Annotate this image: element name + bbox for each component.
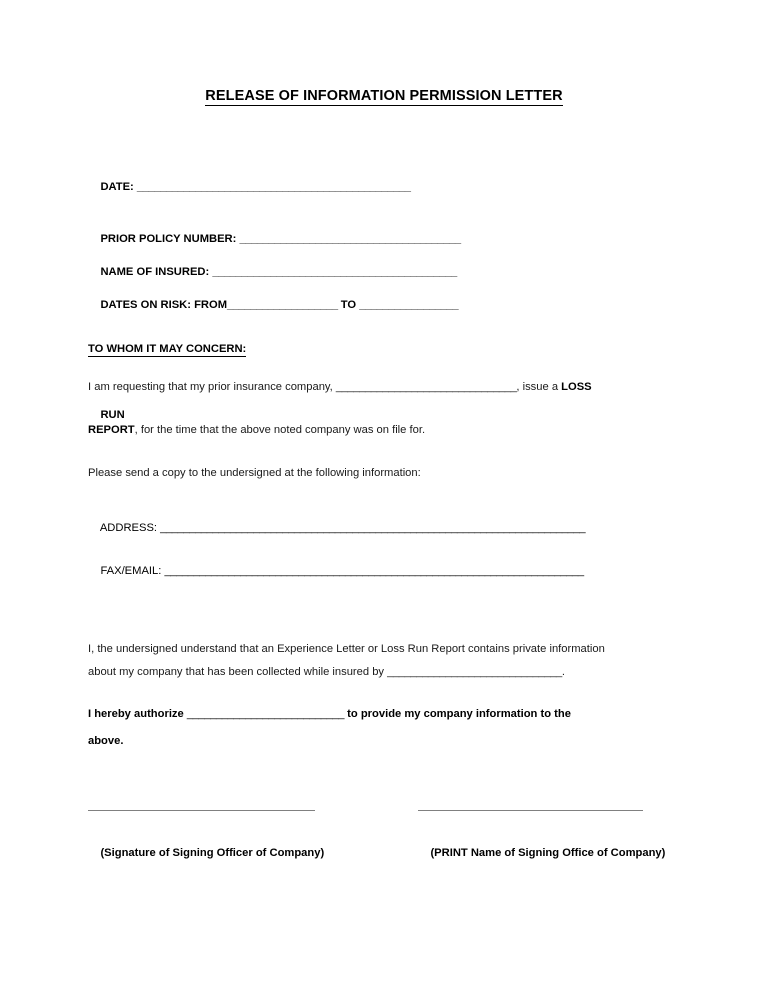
undersigned-insurer-blank[interactable]: ______________________________ — [387, 666, 562, 678]
field-dates-on-risk-label: DATES ON RISK: FROM — [100, 299, 228, 311]
field-prior-policy-number-label: PRIOR POLICY NUMBER: — [100, 233, 240, 245]
page-title — [0, 88, 768, 104]
request-text-mid: , issue a — [516, 381, 562, 393]
request-text-pre: I am requesting that my prior insurance company, — [88, 381, 336, 393]
signature-caption-right-text: (PRINT Name of Signing Office of Company) — [430, 847, 666, 859]
undersigned-line-2-post: . — [561, 666, 565, 678]
request-run-text: RUN — [100, 409, 125, 421]
field-dates-on-risk-separator: TO — [337, 299, 360, 311]
request-loss-bold: LOSS — [561, 381, 592, 393]
field-address-blank[interactable]: _________________________________________________________________________ — [160, 522, 586, 534]
authorize-blank[interactable]: ___________________________ — [186, 708, 345, 720]
field-address-label: ADDRESS: — [99, 522, 161, 534]
paragraph-undersigned-line-2 — [88, 659, 684, 685]
field-address — [88, 504, 585, 552]
section-heading-text: TO WHOM IT MAY CONCERN: — [88, 343, 247, 355]
field-fax-email-label: FAX/EMAIL: — [100, 565, 165, 577]
field-fax-email — [88, 547, 584, 595]
report-rest-text: , for the time that the above noted company was on file for. — [134, 424, 426, 436]
field-dates-on-risk — [88, 281, 458, 329]
field-prior-policy-number-blank[interactable]: ______________________________________ — [239, 233, 461, 245]
section-heading-to-whom-it-may-concern — [88, 343, 246, 355]
authorize-line-2: above. — [88, 735, 124, 747]
authorize-line-1-post: to provide my company information to the — [344, 708, 571, 720]
field-name-of-insured-blank[interactable]: __________________________________________ — [212, 266, 457, 278]
paragraph-request — [88, 374, 688, 400]
paragraph-authorize-line-2 — [88, 728, 684, 754]
paragraph-report — [88, 417, 688, 443]
paragraph-authorize — [88, 701, 684, 727]
send-copy-text: Please send a copy to the undersigned at the following information: — [88, 467, 421, 479]
signature-line-right[interactable] — [418, 810, 643, 811]
signature-caption-left-text: (Signature of Signing Officer of Company) — [100, 847, 325, 859]
field-dates-on-risk-to-blank[interactable]: _________________ — [359, 299, 459, 311]
signature-caption-left — [88, 835, 324, 871]
signature-caption-right — [418, 835, 665, 871]
authorize-line-1-pre: I hereby authorize — [88, 708, 187, 720]
report-bold-text: REPORT — [88, 424, 135, 436]
undersigned-line-1: I, the undersigned understand that an Experience Letter or Loss Run Report contains private information — [88, 643, 605, 655]
paragraph-send-copy — [88, 460, 688, 486]
field-dates-on-risk-from-blank[interactable]: ___________________ — [227, 299, 338, 311]
field-fax-email-blank[interactable]: ________________________________________________________________________ — [164, 565, 584, 577]
field-date — [88, 163, 411, 211]
signature-line-left[interactable] — [88, 810, 315, 811]
undersigned-line-2-pre: about my company that has been collected while insured by — [88, 666, 388, 678]
page-title-text: RELEASE OF INFORMATION PERMISSION LETTER — [205, 88, 563, 104]
field-name-of-insured-label: NAME OF INSURED: — [100, 266, 213, 278]
field-date-label: DATE: — [100, 181, 137, 193]
request-company-blank[interactable]: _______________________________ — [335, 381, 517, 393]
field-date-blank[interactable]: _______________________________________________ — [136, 181, 411, 193]
